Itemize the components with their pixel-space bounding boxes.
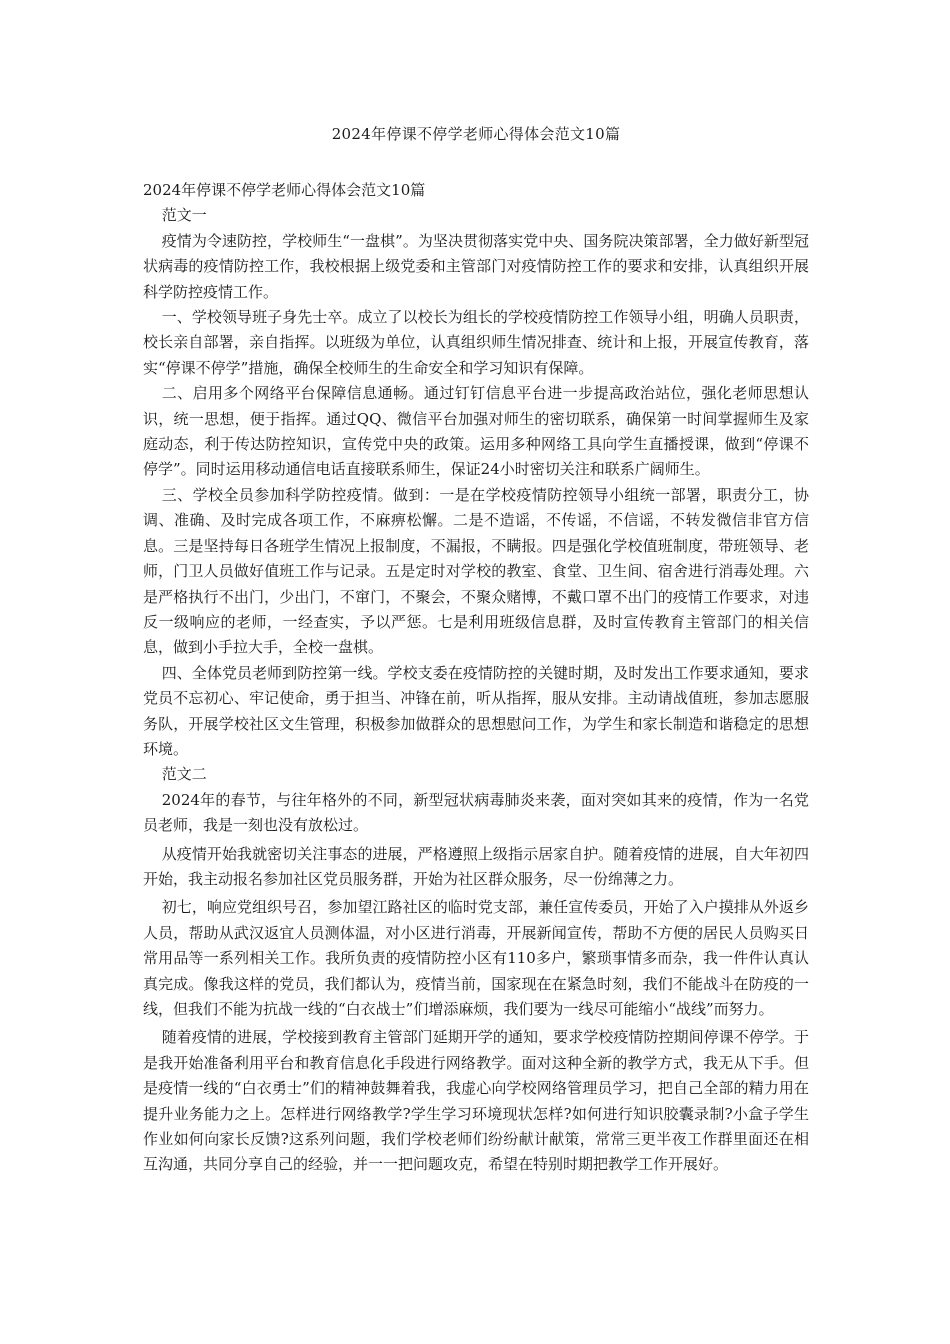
paragraph: 三、学校全员参加科学防控疫情。做到：一是在学校疫情防控领导小组统一部署，职责分工，协调、准确、及时完成各项工作，不麻痹松懈。二是不造谣，不传谣，不信谣，不转发微信非官方信息。三是坚持每日各班学生情况上报制度，不漏报，不瞒报。四是强化学校值班制度，带班领导、老师，门卫人员做好值班工作与记录。五是定时对学校的教室、食堂、卫生间、宿舍进行消毒处理。六是严格执行不出门，少出门，不窜门，不聚会，不聚众赌博，不戴口罩不出门的疫情工作要求，对违反一级响应的老师，一经查实，予以严惩。七是利用班级信息群，及时宣传教育主管部门的相关信息，做到小手拉大手，全校一盘棋。 <box>143 485 809 657</box>
paragraph: 2024年的春节，与往年格外的不同，新型冠状病毒肺炎来袭，面对突如其来的疫情，作为一名党员老师，我是一刻也没有放松过。 <box>143 790 809 835</box>
paragraph: 初七，响应党组织号召，参加望江路社区的临时党支部，兼任宣传委员，开始了入户摸排从外返乡人员，帮助从武汉返宜人员测体温，对小区进行消毒，开展新闻宣传，帮助不方便的居民人员购买日常用品等一系列相关工作。我所负责的疫情防控小区有110多户，繁琐事情多而杂，我一件件认真认真完成。像我这样的党员，我们都认为，疫情当前，国家现在在紧急时刻，我们不能战斗在防疫的一线，但我们不能为抗战一线的“白衣战士”们增添麻烦，我们要为一线尽可能缩小“战线”而努力。 <box>143 898 809 1018</box>
section-label-2: 范文二 <box>161 765 207 784</box>
paragraph: 疫情为令速防控，学校师生“一盘棋”。为坚决贯彻落实党中央、国务院决策部署，全力做好新型冠状病毒的疫情防控工作，我校根据上级党委和主管部门对疫情防控工作的要求和安排，认真组织开展科学防控疫情工作。 <box>143 231 809 301</box>
document-title: 2024年停课不停学老师心得体会范文10篇 <box>331 125 621 143</box>
paragraph: 随着疫情的进展，学校接到教育主管部门延期开学的通知，要求学校疫情防控期间停课不停学。于是我开始准备利用平台和教育信息化手段进行网络教学。面对这种全新的教学方式，我无从下手。但是疫情一线的“白衣勇士”们的精神鼓舞着我，我虚心向学校网络管理员学习，把自己全部的精力用在提升业务能力之上。怎样进行网络教学?学生学习环境现状怎样?如何进行知识胶囊录制?小盒子学生作业如何向家长反馈?这系列问题，我们学校老师们纷纷献计献策，常常三更半夜工作群里面还在相互沟通，共同分享自己的经验，并一一把问题攻克，希望在特别时期把教学工作开展好。 <box>143 1028 809 1174</box>
paragraph: 一、学校领导班子身先士卒。成立了以校长为组长的学校疫情防控工作领导小组，明确人员职责，校长亲自部署，亲自指挥。以班级为单位，认真组织师生情况排查、统计和上报，开展宣传教育，落实“停课不停学”措施，确保全校师生的生命安全和学习知识有保障。 <box>143 308 809 377</box>
document-subtitle: 2024年停课不停学老师心得体会范文10篇 <box>143 181 426 199</box>
section-label-1: 范文一 <box>161 206 207 225</box>
paragraph: 从疫情开始我就密切关注事态的进展，严格遵照上级指示居家自护。随着疫情的进展，自大年初四开始，我主动报名参加社区党员服务群，开始为社区群众服务，尽一份绵薄之力。 <box>143 844 809 888</box>
document-body <box>143 178 809 1178</box>
paragraph: 四、全体党员老师到防控第一线。学校支委在疫情防控的关键时期，及时发出工作要求通知，要求党员不忘初心、牢记使命，勇于担当、冲锋在前，听从指挥，服从安排。主动请战值班，参加志愿服务队，开展学校社区文生管理，积极参加做群众的思想慰问工作，为学生和家长制造和谐稳定的思想环境。 <box>143 663 809 758</box>
paragraph: 二、启用多个网络平台保障信息通畅。通过钉钉信息平台进一步提高政治站位，强化老师思想认识，统一思想，便于指挥。通过QQ、微信平台加强对师生的密切联系，确保第一时间掌握师生及家庭动态，利于传达防控知识，宣传党中央的政策。运用多种网络工具向学生直播授课，做到“停课不停学”。同时运用移动通信电话直接联系师生，保证24小时密切关注和联系广阔师生。 <box>143 384 809 479</box>
